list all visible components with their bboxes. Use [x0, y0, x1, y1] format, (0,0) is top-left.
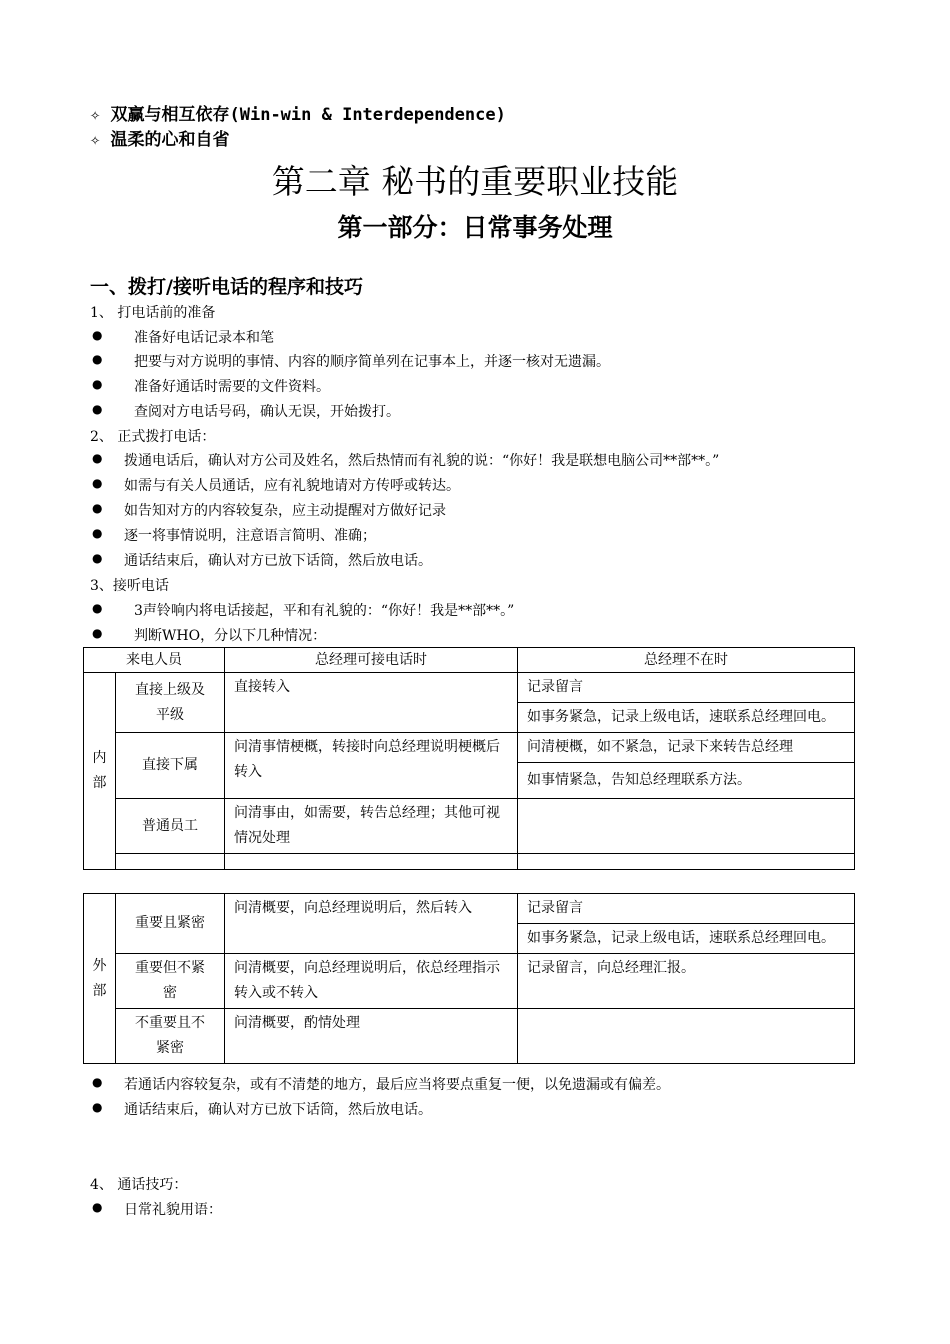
call-handling-table — [83, 647, 855, 870]
table-row — [84, 854, 855, 870]
table-row — [84, 894, 855, 924]
table-row — [84, 799, 855, 854]
list-item: 如需与有关人员通话，应有礼貌地请对方传呼或转达。 — [124, 478, 460, 494]
external-label: 外 部 — [84, 894, 116, 1064]
absent-cell: 记录留言 — [518, 894, 855, 924]
available-cell: 问清概要，酌情处理 — [225, 1009, 518, 1064]
absent-cell: 如事情紧急，告知总经理联系方法。 — [518, 763, 855, 799]
empty-cell — [518, 854, 855, 870]
step-heading: 2、 正式拨打电话： — [90, 429, 216, 445]
bullet-icon: ● — [92, 601, 103, 615]
header-point — [90, 100, 506, 125]
absent-cell — [518, 799, 855, 854]
step-heading: 3、接听电话 — [90, 578, 169, 594]
list-item: 3声铃响内将电话接起，平和有礼貌的：“你好！我是**部**。” — [134, 603, 515, 619]
table-row — [84, 954, 855, 1009]
call-handling-table-external — [83, 893, 855, 1064]
list-item: 判断WHO，分以下几种情况： — [134, 628, 327, 644]
absent-cell: 记录留言，向总经理汇报。 — [518, 954, 855, 1009]
absent-cell: 问清梗概，如不紧急，记录下来转告总经理 — [518, 733, 855, 763]
list-item: 通话结束后，确认对方已放下话筒，然后放电话。 — [124, 553, 432, 569]
table-row — [84, 1009, 855, 1064]
section-title: 一、拨打/接听电话的程序和技巧 — [90, 276, 363, 298]
bullet-icon: ● — [92, 1100, 103, 1114]
header-point — [90, 125, 230, 150]
list-item: 拨通电话后，确认对方公司及姓名，然后热情而有礼貌的说：“你好！我是联想电脑公司**部**。” — [124, 453, 720, 469]
bullet-icon: ● — [92, 377, 103, 391]
available-cell: 直接转入 — [225, 673, 518, 733]
caller-cell: 直接上级及 平级 — [116, 673, 225, 733]
bullet-icon: ● — [92, 451, 103, 465]
caller-cell: 重要且紧密 — [116, 894, 225, 954]
available-cell: 问清事情梗概，转接时向总经理说明梗概后转入 — [225, 733, 518, 799]
bullet-icon: ● — [92, 501, 103, 515]
star-icon: ✧ — [90, 105, 101, 125]
bullet-icon: ● — [92, 402, 103, 416]
list-item: 准备好电话记录本和笔 — [134, 330, 274, 346]
bullet-icon: ● — [92, 1075, 103, 1089]
table-header: 总经理不在时 — [518, 648, 855, 673]
absent-cell — [518, 1009, 855, 1064]
caller-cell: 不重要且不 紧密 — [116, 1009, 225, 1064]
header-point-text: 双赢与相互依存(Win-win & Interdependence) — [110, 105, 506, 125]
bullet-icon: ● — [92, 476, 103, 490]
list-item: 若通话内容较复杂，或有不清楚的地方，最后应当将要点重复一便，以免遗漏或有偏差。 — [124, 1077, 670, 1093]
table-header-row — [84, 648, 855, 673]
list-item: 准备好通话时需要的文件资料。 — [134, 379, 330, 395]
chapter-title: 第二章 秘书的重要职业技能 — [271, 162, 679, 201]
caller-cell: 重要但不紧 密 — [116, 954, 225, 1009]
list-item: 把要与对方说明的事情、内容的顺序简单列在记事本上，并逐一核对无遗漏。 — [134, 354, 610, 370]
star-icon: ✧ — [90, 130, 101, 150]
table-header: 来电人员 — [84, 648, 225, 673]
list-item: 查阅对方电话号码，确认无误，开始拨打。 — [134, 404, 400, 420]
bullet-icon: ● — [92, 626, 103, 640]
table-row — [84, 733, 855, 763]
caller-cell: 直接下属 — [116, 733, 225, 799]
bullet-icon: ● — [92, 551, 103, 565]
absent-cell: 记录留言 — [518, 673, 855, 703]
absent-cell: 如事务紧急，记录上级电话，速联系总经理回电。 — [518, 703, 855, 733]
part-title: 第一部分：日常事务处理 — [337, 213, 613, 242]
list-item: 如告知对方的内容较复杂，应主动提醒对方做好记录 — [124, 503, 446, 519]
bullet-icon: ● — [92, 328, 103, 342]
bullet-icon: ● — [92, 1200, 103, 1214]
list-item: 逐一将事情说明，注意语言简明、准确； — [124, 528, 376, 544]
table-header: 总经理可接电话时 — [225, 648, 518, 673]
empty-cell — [225, 854, 518, 870]
bullet-icon: ● — [92, 526, 103, 540]
caller-cell: 普通员工 — [116, 799, 225, 854]
absent-cell: 如事务紧急，记录上级电话，速联系总经理回电。 — [518, 924, 855, 954]
bullet-icon: ● — [92, 352, 103, 366]
step-heading: 4、 通话技巧： — [90, 1177, 188, 1193]
header-point-text: 温柔的心和自省 — [110, 130, 230, 150]
available-cell: 问清事由，如需要，转告总经理；其他可视情况处理 — [225, 799, 518, 854]
table-row — [84, 673, 855, 703]
available-cell: 问清概要，向总经理说明后，然后转入 — [225, 894, 518, 954]
empty-cell — [116, 854, 225, 870]
step-heading: 1、 打电话前的准备 — [90, 305, 216, 321]
internal-label: 内 部 — [84, 673, 116, 870]
list-item: 日常礼貌用语： — [124, 1202, 222, 1218]
list-item: 通话结束后，确认对方已放下话筒，然后放电话。 — [124, 1102, 432, 1118]
available-cell: 问清概要，向总经理说明后，依总经理指示转入或不转入 — [225, 954, 518, 1009]
